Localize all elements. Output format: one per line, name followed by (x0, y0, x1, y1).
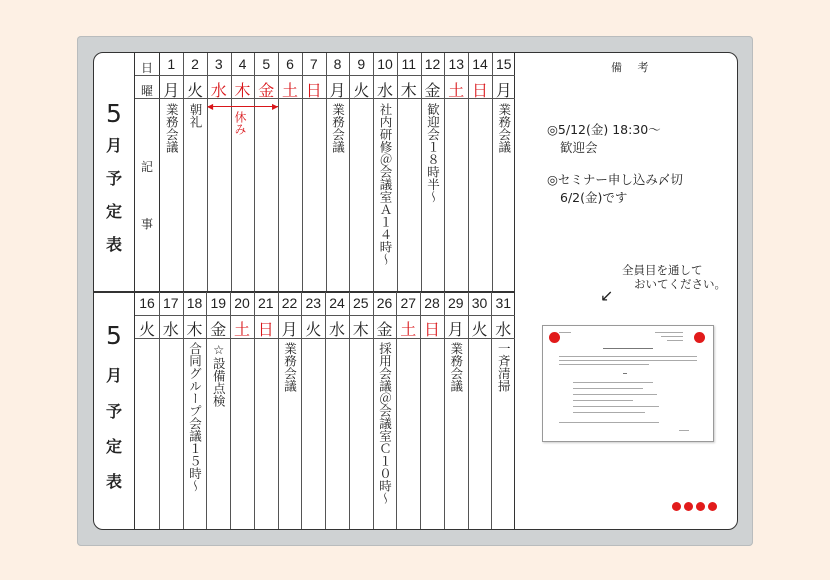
weekday: 水 (162, 320, 179, 339)
weekday: 月 (495, 81, 512, 100)
day-number: 2 (191, 56, 199, 72)
day-number: 24 (329, 295, 345, 311)
posted-document (542, 325, 714, 442)
day-number: 8 (333, 56, 342, 72)
remarks-divider (514, 53, 515, 530)
day-number: 21 (257, 295, 274, 311)
arrow-icon: ↙ (600, 286, 614, 305)
magnet-icon (696, 502, 705, 511)
day-number: 11 (401, 56, 417, 72)
weekday: 火 (471, 320, 488, 339)
day-number: 6 (286, 56, 294, 72)
notes-label: 記 (140, 160, 153, 174)
event-text: 業務会議 (496, 103, 512, 153)
weekday: 木 (186, 320, 203, 339)
weekday-label: 曜 (140, 84, 153, 98)
title-month: 5 (106, 321, 122, 350)
weekday: 火 (138, 320, 155, 339)
day-number: 13 (448, 56, 465, 72)
event-text: 合同グループ会議１５時〜 (187, 342, 203, 492)
day-number: 3 (214, 56, 223, 72)
day-number: 10 (377, 56, 393, 72)
title-week1 (94, 53, 135, 291)
title-char: 表 (105, 472, 122, 491)
magnet-icon (684, 502, 693, 511)
day-number: 27 (400, 295, 417, 311)
note-line: 6/2(金)です (560, 190, 628, 205)
title-month: 5 (106, 99, 122, 128)
day-number: 17 (162, 295, 179, 311)
day-number: 26 (376, 295, 393, 311)
weekday: 火 (353, 81, 370, 100)
title-char: 定 (105, 202, 122, 221)
whiteboard (93, 52, 738, 530)
event-text: 朝礼 (188, 103, 203, 128)
title-char: 表 (105, 235, 122, 254)
day-number: 23 (305, 295, 322, 311)
weekday: 水 (495, 320, 512, 339)
day-number: 31 (495, 295, 512, 311)
weekday: 水 (328, 320, 345, 339)
weekday: 火 (305, 320, 322, 339)
day-number: 25 (352, 295, 369, 311)
day-number: 12 (424, 56, 441, 72)
day-number: 22 (281, 295, 298, 311)
weekday: 木 (234, 81, 251, 100)
weekday: 日 (257, 320, 274, 339)
title-week2 (94, 291, 135, 530)
day-label: 日 (140, 61, 153, 75)
holiday-label: 休み (233, 111, 247, 135)
day-number: 15 (495, 56, 512, 72)
weekday: 月 (447, 320, 464, 339)
weekday: 水 (210, 81, 227, 100)
remarks-label: 備 考 (611, 61, 655, 74)
magnet-icon (708, 502, 717, 511)
weekday: 金 (258, 81, 275, 100)
holiday-arrow-right: ▶ (272, 102, 279, 111)
weekday: 金 (210, 320, 227, 339)
weekday: 土 (448, 81, 465, 100)
weekday: 木 (352, 320, 369, 339)
day-number: 30 (471, 295, 488, 311)
memo-line: 全員目を通して (622, 263, 703, 277)
memo-line: おいてください。 (634, 277, 726, 291)
note-line: ◎5/12(金) 18:30〜 (547, 122, 661, 137)
title-char: 月 (105, 136, 122, 155)
week-divider (94, 291, 515, 293)
magnet-icon (672, 502, 681, 511)
weekday: 土 (400, 320, 417, 339)
weekday: 土 (281, 81, 298, 100)
magnet-icon (549, 332, 560, 343)
day-number: 28 (424, 295, 440, 311)
note-line: 歓迎会 (560, 140, 598, 155)
day-number: 7 (309, 56, 318, 72)
event-text: 採用会議＠会議室Ｃ１０時〜 (377, 342, 393, 505)
weekday: 月 (329, 81, 346, 100)
header-column (135, 53, 160, 291)
day-number: 1 (167, 56, 176, 72)
day-number: 19 (210, 295, 227, 311)
event-text: 一斉清掃 (496, 342, 512, 392)
magnet-icon (694, 332, 705, 343)
weekday: 金 (424, 81, 441, 100)
event-text: 社内研修＠会議室Ａ１４時〜 (378, 103, 393, 266)
weekday: 日 (471, 81, 488, 100)
title-char: 月 (105, 366, 122, 385)
notes-label: 事 (140, 217, 153, 231)
weekday: 月 (281, 320, 298, 339)
day-number: 29 (447, 295, 464, 311)
day-number: 14 (472, 56, 488, 72)
day-number: 9 (357, 56, 366, 72)
weekday: 日 (423, 320, 440, 339)
note-line: ◎セミナー申し込み〆切 (547, 172, 683, 187)
weekday: 水 (376, 81, 393, 100)
weekday: 月 (163, 81, 180, 100)
weekday: 金 (376, 320, 393, 339)
title-char: 予 (105, 169, 122, 188)
title-char: 予 (105, 402, 122, 421)
event-text: ☆設備点検 (211, 342, 227, 407)
event-text: 業務会議 (448, 342, 464, 392)
title-char: 定 (105, 437, 122, 456)
event-text: 業務会議 (282, 342, 298, 392)
event-text: 業務会議 (164, 103, 180, 153)
day-number: 16 (139, 295, 155, 311)
event-text: 歓迎会１８時半〜 (425, 103, 441, 203)
day-number: 4 (238, 56, 247, 72)
day-number: 20 (234, 295, 250, 311)
weekday: 火 (186, 81, 203, 100)
event-text: 業務会議 (330, 103, 346, 153)
weekday: 日 (305, 81, 322, 100)
weekday: 木 (400, 81, 417, 100)
weekday: 土 (233, 320, 250, 339)
holiday-arrow-left: ◀ (207, 102, 214, 111)
day-number: 5 (262, 56, 271, 72)
day-number: 18 (186, 295, 203, 311)
holiday-arrow (208, 106, 278, 107)
